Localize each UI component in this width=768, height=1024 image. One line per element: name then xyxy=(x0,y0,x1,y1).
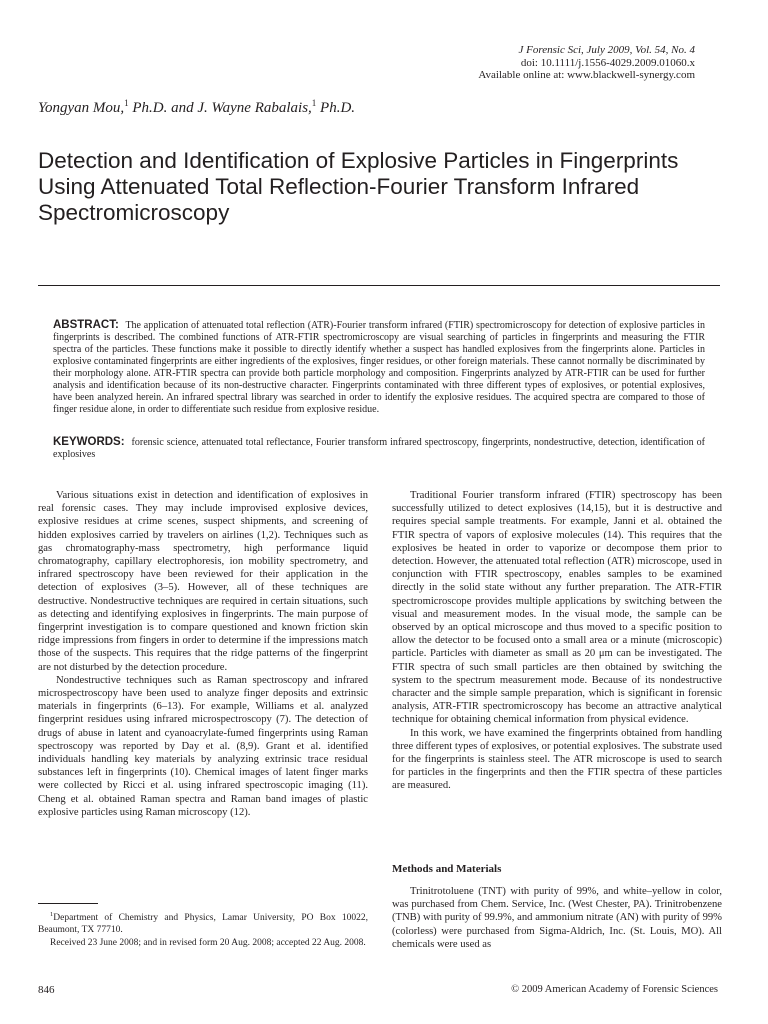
journal-citation: J Forensic Sci, July 2009, Vol. 54, No. 4 xyxy=(518,44,695,56)
footnote-mark: 1 xyxy=(50,910,54,918)
affiliation-text: Department of Chemistry and Physics, Lamar University, PO Box 10022, Beaumont, TX 77710. xyxy=(38,913,368,935)
page-number: 846 xyxy=(38,984,55,996)
abstract-text: The application of attenuated total reflection (ATR)-Fourier transform infrared (FTIR) spectromicroscopy for detection of explosive particles in fingerprints is described. The combined functions of ATR-FTIR spectromicroscopy are visual searching of particles in fingerprints and measuring the FTIR spectra of the particles. These functions make it possible to directly identify whether a suspect has handled explosives from the fingerprints alone. Particles in explosive contaminated fingerprints are either ingredients of the explosives, finger residues, or other foreign materials. These cannot normally be discriminated by their morphology alone. ATR-FTIR spectra can provide both particle morphology and composition. Fingerprints analyzed by ATR-FTIR can be used for further analysis and identification because of its non-destructive character. Fingerprints contaminated with three different types of explosives, or potential explosives, have been analyzed herein. An infrared spectral library was searched in order to identify the explosive residues. The acquired spectra are compared to those of finger residue alone, in order to differentiate such residue from explosive residue. xyxy=(53,320,705,416)
body-paragraph: Trinitrotoluene (TNT) with purity of 99%, and white–yellow in color, was purchased from Chem. Service, Inc. (West Chester, PA). Trinitrobenzene (TNB) with purity of 99.9%, and ammonium nitrate (AN) with purity of 99% (colorless) were purchased from Sigma-Aldrich, Inc. (St. Louis, MO). All chemicals were used as xyxy=(392,886,722,950)
affiliation-footnote xyxy=(38,910,368,936)
availability-note: Available online at: www.blackwell-synergy.com xyxy=(478,69,695,81)
received-note: Received 23 June 2008; and in revised form 20 Aug. 2008; accepted 22 Aug. 2008. xyxy=(50,938,366,949)
author-1-affiliation-mark: 1 xyxy=(124,98,129,108)
body-paragraph: Various situations exist in detection and identification of explosives in real forensic cases. They may include improvised explosive devices, explosive residues at crime scenes, suspect shipments, and screening of hidden explosives carried by travelers on airlines (1,2). Techniques such as gas chromatography-mass spectrometry, high performance liquid chromatography, capillary electrophoresis, ion mobility spectrometry, and infrared spectroscopy have been reviewed for their application in the detection of explosives (3–5). However, all of these techniques are destructive. Nondestructive techniques are required in certain situations, such as detecting and identifying explosives in fingerprints. The main purpose of fingerprint investigation is to compare questioned and known friction skin ridge impressions from fingers in order to determine if the impressions match those of the suspects. This requires that the ridge patterns of the fingerprint are not disturbed by the detection procedure. xyxy=(38,490,368,673)
author-1-degree-and-author-2: Ph.D. and J. Wayne Rabalais, xyxy=(128,100,312,116)
title-divider xyxy=(38,285,720,286)
abstract xyxy=(53,319,705,416)
author-1: Yongyan Mou, xyxy=(38,100,125,116)
doi: doi: 10.1111/j.1556-4029.2009.01060.x xyxy=(520,56,695,69)
keywords-text: forensic science, attenuated total reflectance, Fourier transform infrared spectroscopy, fingerprints, nondestructive, detection, identification of explosives xyxy=(53,437,705,460)
methods-section xyxy=(392,885,722,951)
abstract-label: ABSTRACT: xyxy=(53,319,119,331)
paper-title: Detection and Identification of Explosive Particles in Fingerprints Using Attenuated Total Reflection-Fourier Transform Infrared Spectromicroscopy xyxy=(38,148,679,225)
copyright-notice: © 2009 American Academy of Forensic Sciences xyxy=(511,984,718,995)
journal-header xyxy=(295,44,695,82)
keywords xyxy=(53,436,705,461)
body-paragraph: Nondestructive techniques such as Raman spectroscopy and infrared microspectroscopy have been used to analyze finger deposits and extrinsic materials in fingerprints (6–13). For example, Williams et al. analyzed fingerprint residues using infrared microspectroscopy (7). The detection of drugs of abuse in latent and cyanoacrylate-fumed fingerprints using Raman spectroscopy was reported by Day et al. (8,9). Grant et al. identified individuals handling key materials by analyzing extrinsic trace residual substances left in fingerprints (10). Chemical images of latent finger marks were collected by Ricci et al. using infrared spectroscopic imaging (11). Cheng et al. obtained Raman spectra and Raman band images of plastic explosive particles using Raman microscopy (12). xyxy=(38,674,368,818)
section-heading: Methods and Materials xyxy=(392,863,502,875)
left-column xyxy=(38,489,368,819)
author-2-degree: Ph.D. xyxy=(316,100,356,116)
right-column xyxy=(392,489,722,793)
keywords-label: KEYWORDS: xyxy=(53,436,125,448)
body-paragraph: In this work, we have examined the fingerprints obtained from handling three different types of explosives, or potential explosives. The substrate used for the fingerprints is stainless steel. The ATR microscope is used to search for particles in the fingerprints and then the FTIR spectra of these particles are measured. xyxy=(392,727,722,792)
author-line xyxy=(38,99,638,117)
footnote-divider xyxy=(38,903,98,904)
author-2-affiliation-mark: 1 xyxy=(311,98,317,108)
footnotes xyxy=(38,910,368,950)
body-paragraph: Traditional Fourier transform infrared (FTIR) spectroscopy has been successfully utilized to detect explosives (14,15), but it is destructive and requires special sample treatments. For example, Janni et al. obtained the FTIR spectra of vapors of explosive molecules (14). This requires that the explosives be heated in order to vaporize or decompose them prior to detection. However, the attenuated total reflection (ATR) microscope, used in conjunction with FTIR spectroscopy, enables samples to be examined directly in the solid state without any further preparation. The ATR-FTIR spectromicroscope provides multiple applications by switching between the visual and measurement modes. In the visual mode, the sample can be observed by an optical microscope and thus moved to a specific position to allow the detector to be focused onto a small area or a minute (microscopic) particle. Particles with diameter as small as 20 μm can be investigated. The FTIR spectra of such small particles are then obtained by switching the system to the spectrum measurement mode. Because of its nondestructive character and the simple sample preparation, which is significant in forensic analysis, ATR-FTIR spectromicroscopy has become an attractive analytical technique for obtaining chemical information from physical evidence. xyxy=(392,490,722,726)
